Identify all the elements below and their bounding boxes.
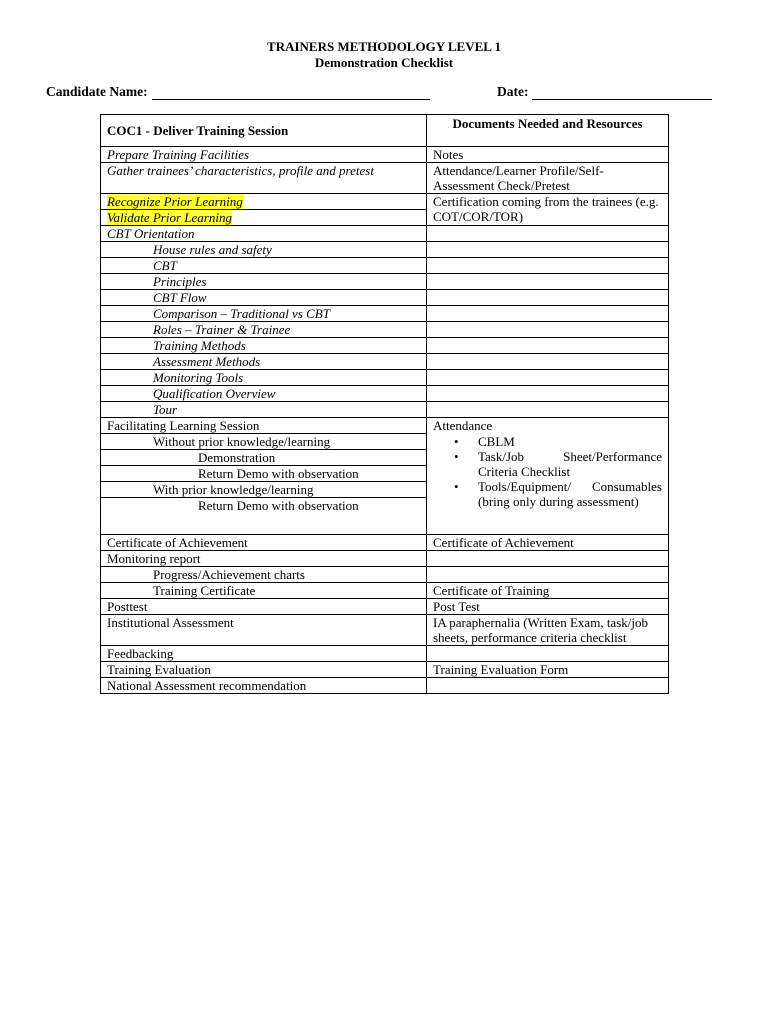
table-row	[101, 194, 669, 226]
empty-cell	[427, 242, 669, 258]
table-row	[101, 402, 669, 418]
empty-cell	[427, 370, 669, 386]
institutional-assessment: Institutional Assessment	[101, 615, 427, 646]
list-item: • CBLM	[478, 434, 662, 449]
empty-cell	[427, 258, 669, 274]
candidate-name-label: Candidate Name:	[46, 84, 148, 99]
gather-characteristics: Gather trainees’ characteristics, profile and pretest	[101, 163, 427, 194]
empty-cell	[427, 567, 669, 583]
table-row	[101, 354, 669, 370]
orientation-item: Qualification Overview	[101, 386, 427, 402]
certification-cell: Certification coming from the trainees (e.g. COT/COR/TOR)	[427, 194, 669, 226]
with-prior-knowledge: With prior knowledge/learning	[101, 482, 426, 498]
document-title: TRAINERS METHODOLOGY LEVEL 1	[267, 39, 501, 54]
orientation-item: Training Methods	[101, 338, 427, 354]
table-row	[101, 615, 669, 646]
demonstration: Demonstration	[101, 450, 426, 466]
col1-header: COC1 - Deliver Training Session	[101, 115, 427, 147]
orientation-item: Roles – Trainer & Trainee	[101, 322, 427, 338]
table-row	[101, 274, 669, 290]
table-row	[101, 535, 669, 551]
ia-doc: IA paraphernalia (Written Exam, task/job sheets, performance criteria checklist	[427, 615, 669, 646]
orientation-item: CBT	[101, 258, 427, 274]
post-test-doc: Post Test	[427, 599, 669, 615]
col2-header: Documents Needed and Resources	[427, 115, 669, 147]
empty-cell	[427, 226, 669, 242]
table-row	[101, 646, 669, 662]
table-row	[101, 306, 669, 322]
certificate-achievement: Certificate of Achievement	[101, 535, 427, 551]
training-evaluation-doc: Training Evaluation Form	[427, 662, 669, 678]
empty-cell	[427, 274, 669, 290]
empty-cell	[427, 678, 669, 694]
candidate-name-field[interactable]	[46, 84, 430, 100]
training-certificate: Training Certificate	[101, 583, 427, 599]
table-row	[101, 386, 669, 402]
table-row	[101, 551, 669, 567]
table-row	[101, 242, 669, 258]
date-label: Date:	[497, 84, 529, 99]
empty-cell	[427, 646, 669, 662]
table-row	[101, 338, 669, 354]
return-demo-1: Return Demo with observation	[101, 466, 426, 482]
table-row	[101, 147, 669, 163]
posttest: Posttest	[101, 599, 427, 615]
orientation-item: Assessment Methods	[101, 354, 427, 370]
cbt-orientation: CBT Orientation	[101, 226, 427, 242]
empty-cell	[427, 290, 669, 306]
date-line[interactable]	[532, 88, 712, 100]
table-row	[101, 678, 669, 694]
list-item: • Task/Job Sheet/Performance Criteria Checklist	[478, 449, 662, 479]
table-row	[101, 567, 669, 583]
table-row	[101, 322, 669, 338]
table-row	[101, 599, 669, 615]
resources-cell	[427, 434, 669, 535]
recognize-prior-learning: Recognize Prior Learning	[107, 194, 243, 209]
empty-cell	[427, 322, 669, 338]
orientation-item: Principles	[101, 274, 427, 290]
table-header-row	[101, 115, 669, 147]
table-row	[101, 662, 669, 678]
table-row	[101, 290, 669, 306]
feedbacking: Feedbacking	[101, 646, 427, 662]
attendance-cell: Attendance	[427, 418, 669, 434]
empty-cell	[427, 386, 669, 402]
orientation-item: Tour	[101, 402, 427, 418]
attendance-profile-cell: Attendance/Learner Profile/Self-Assessment Check/Pretest	[427, 163, 669, 194]
resources-list	[433, 434, 662, 509]
without-prior-knowledge: Without prior knowledge/learning	[101, 434, 426, 450]
training-evaluation: Training Evaluation	[101, 662, 427, 678]
table-row	[101, 226, 669, 242]
national-assessment: National Assessment recommendation	[101, 678, 427, 694]
orientation-item: CBT Flow	[101, 290, 427, 306]
progress-charts: Progress/Achievement charts	[101, 567, 427, 583]
table-row	[101, 370, 669, 386]
orientation-item: Comparison – Traditional vs CBT	[101, 306, 427, 322]
certificate-achievement-doc: Certificate of Achievement	[427, 535, 669, 551]
orientation-item: Monitoring Tools	[101, 370, 427, 386]
certificate-training-doc: Certificate of Training	[427, 583, 669, 599]
empty-cell	[427, 402, 669, 418]
orientation-item: House rules and safety	[101, 242, 427, 258]
table-row	[101, 583, 669, 599]
empty-cell	[427, 354, 669, 370]
validate-prior-learning: Validate Prior Learning	[107, 210, 232, 225]
monitoring-report: Monitoring report	[101, 551, 427, 567]
checklist-table	[100, 114, 669, 694]
return-demo-2: Return Demo with observation	[198, 498, 359, 513]
empty-cell	[427, 551, 669, 567]
empty-cell	[427, 338, 669, 354]
candidate-name-line[interactable]	[152, 88, 430, 100]
learning-session-cell	[101, 434, 427, 535]
table-row	[101, 418, 669, 434]
list-item: • Tools/Equipment/ Consumables (bring only during assessment)	[478, 479, 662, 509]
facilitating-session: Facilitating Learning Session	[101, 418, 427, 434]
prior-learning-cell	[101, 194, 427, 226]
document-subtitle: Demonstration Checklist	[314, 55, 454, 70]
prepare-facilities: Prepare Training Facilities	[101, 147, 427, 163]
table-row	[101, 163, 669, 194]
empty-cell	[427, 306, 669, 322]
table-row	[101, 434, 669, 535]
table-row	[101, 258, 669, 274]
date-field[interactable]	[497, 84, 712, 100]
notes-cell: Notes	[427, 147, 669, 163]
